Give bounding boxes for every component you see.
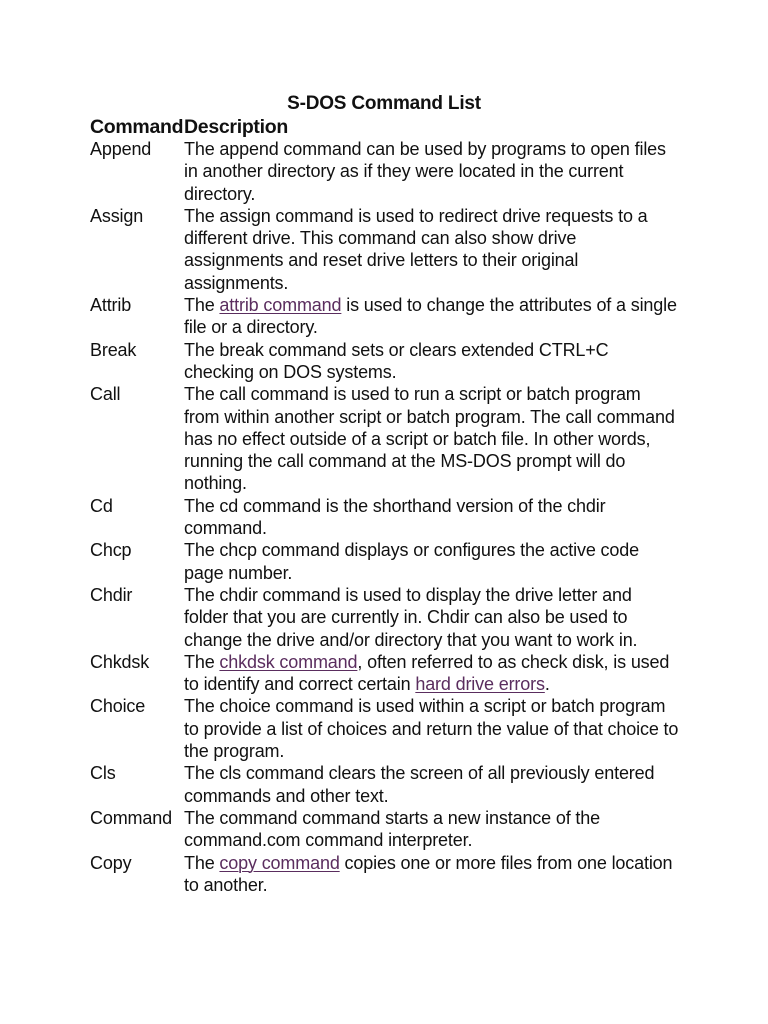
table-row bbox=[90, 383, 690, 494]
description-text: The chdir command is used to display the drive letter and folder that you are currently in. Chdir can also be used to change the drive and/or directory that you want to work in. bbox=[184, 584, 638, 650]
description-text: The cls command clears the screen of all previously entered commands and other text. bbox=[184, 763, 655, 806]
table-row bbox=[90, 495, 690, 540]
table-row bbox=[90, 138, 690, 205]
command-name: Call bbox=[90, 384, 121, 405]
command-name: Command bbox=[90, 807, 172, 828]
command-description bbox=[184, 495, 680, 540]
command-description bbox=[184, 695, 680, 762]
command-name: Copy bbox=[90, 852, 132, 873]
description-text: copies one or more files from one location to another. bbox=[184, 852, 673, 895]
command-description bbox=[184, 205, 680, 294]
command-description bbox=[184, 294, 680, 339]
command-name: Append bbox=[90, 139, 152, 159]
page-title: S-DOS Command List bbox=[287, 93, 481, 114]
description-text: , often referred to as check disk, is used to identify and correct certain bbox=[184, 651, 670, 695]
description-column-header: Description bbox=[184, 116, 288, 138]
command-description bbox=[184, 852, 680, 897]
command-link[interactable]: chkdsk command bbox=[219, 651, 358, 672]
description-text: The bbox=[184, 651, 220, 672]
command-description bbox=[184, 383, 680, 494]
command-name: Cd bbox=[90, 495, 113, 516]
table-header bbox=[90, 115, 690, 139]
command-link[interactable]: hard drive errors bbox=[415, 674, 545, 695]
description-text: . bbox=[544, 674, 550, 695]
command-description bbox=[184, 539, 680, 584]
command-description bbox=[184, 651, 680, 696]
command-table bbox=[90, 138, 690, 896]
table-row bbox=[90, 852, 690, 897]
command-description bbox=[184, 807, 680, 852]
table-row bbox=[90, 584, 690, 651]
command-description bbox=[184, 762, 680, 807]
command-description bbox=[184, 138, 680, 205]
command-name: Chkdsk bbox=[90, 651, 150, 672]
description-text: is used to change the attributes of a single file or a directory. bbox=[184, 295, 677, 338]
description-text: The bbox=[184, 295, 220, 316]
description-text: The break command sets or clears extended CTRL+C checking on DOS systems. bbox=[184, 339, 609, 382]
description-text: The chcp command displays or configures the active code page number. bbox=[184, 540, 639, 583]
command-name: Chcp bbox=[90, 540, 132, 561]
table-row bbox=[90, 205, 690, 294]
description-text: The cd command is the shorthand version of the chdir command. bbox=[184, 495, 606, 539]
description-text: The assign command is used to redirect drive requests to a different drive. This command can also show drive assignments and reset drive letters to their original assignments. bbox=[184, 205, 648, 293]
table-row bbox=[90, 762, 690, 807]
command-description bbox=[184, 339, 680, 384]
command-link[interactable]: attrib command bbox=[219, 295, 342, 316]
command-name: Assign bbox=[90, 205, 144, 226]
command-name: Chdir bbox=[90, 584, 133, 605]
command-name: Choice bbox=[90, 696, 146, 717]
description-text: The choice command is used within a script or batch program to provide a list of choices and return the value of that choice to the program. bbox=[184, 696, 679, 762]
command-column-header: Command bbox=[90, 116, 184, 138]
table-row bbox=[90, 339, 690, 384]
table-row bbox=[90, 695, 690, 762]
command-name: Break bbox=[90, 339, 137, 360]
command-description bbox=[184, 584, 680, 651]
command-link[interactable]: copy command bbox=[219, 852, 340, 873]
table-row bbox=[90, 651, 690, 696]
description-text: The append command can be used by programs to open files in another directory as if they were located in the current directory. bbox=[184, 139, 666, 204]
description-text: The command command starts a new instance of the command.com command interpreter. bbox=[184, 807, 601, 851]
table-row bbox=[90, 539, 690, 584]
command-name: Cls bbox=[90, 763, 116, 784]
command-name: Attrib bbox=[90, 295, 132, 316]
table-row bbox=[90, 294, 690, 339]
description-text: The bbox=[184, 852, 220, 873]
table-row bbox=[90, 807, 690, 852]
description-text: The call command is used to run a script or batch program from within another script or batch program. The call command has no effect outside of a script or batch file. In other words, running the call command at the MS-DOS prompt will do nothing. bbox=[184, 384, 675, 494]
